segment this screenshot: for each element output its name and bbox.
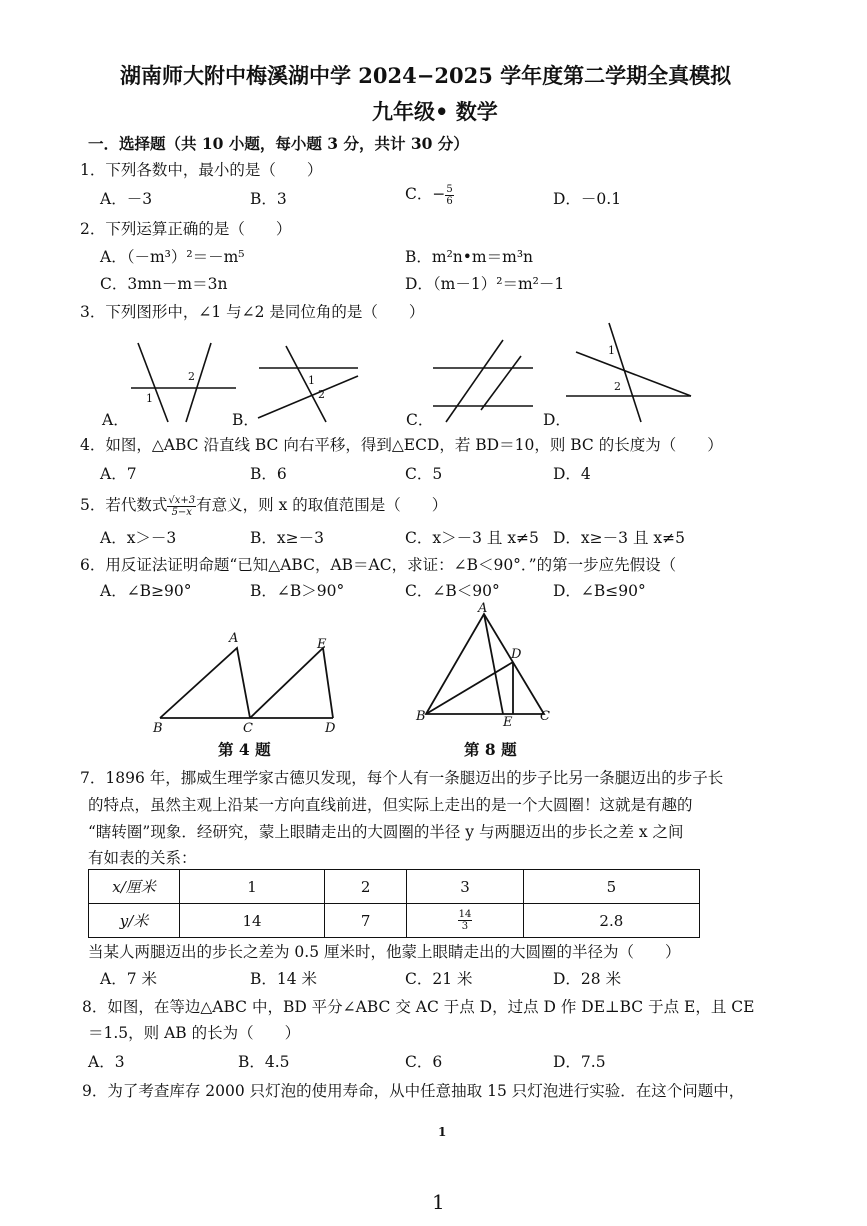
fig8-label-d: D xyxy=(511,647,522,662)
q8-option-d: D．7.5 xyxy=(553,1053,606,1071)
fig4-label-e: E xyxy=(317,637,327,652)
q7-line2: 的特点，虽然主观上沿某一方向直线前进，但实际上走出的是一个大圆圈！这就是有趣的 xyxy=(88,796,693,814)
table-row xyxy=(89,904,700,938)
fig8-label-b: B xyxy=(416,709,426,724)
q7-option-d: D．28 米 xyxy=(553,970,622,988)
q7-option-c: C．21 米 xyxy=(405,970,473,988)
q3-figD-line1 xyxy=(576,352,691,396)
q3-figB-angle2: 2 xyxy=(318,388,325,401)
q3-option-d: D． xyxy=(543,411,571,429)
fig4-caption: 第 4 题 xyxy=(218,740,271,759)
q3-figD-angle1: 1 xyxy=(608,344,615,357)
q4-option-a: A．7 xyxy=(100,465,137,483)
q4-stem: 4．如图，△ABC 沿直线 BC 向右平移，得到△ECD，若 BD＝10，则 BC 的长度为（ ） xyxy=(80,436,723,454)
fig8-segment-bd xyxy=(426,662,513,714)
q4-option-d: D．4 xyxy=(553,465,591,483)
q8-line1: 8．如图，在等边△ABC 中，BD 平分∠ABC 交 AC 于点 D，过点 D 作 DE⊥BC 于点 E，且 CE xyxy=(82,998,755,1016)
q6-option-c: C．∠B＜90° xyxy=(405,582,500,600)
q3-figD-angle2: 2 xyxy=(614,380,621,393)
q7-after: 当某人两腿迈出的步长之差为 0.5 厘米时，他蒙上眼睛走出的大圆圈的半径为（ ） xyxy=(88,943,681,961)
fig4-label-c: C xyxy=(243,721,253,736)
fig8-triangle-abc xyxy=(426,614,544,714)
q7-line4: 有如表的关系： xyxy=(88,849,197,867)
q7-option-a: A．7 米 xyxy=(100,970,157,988)
fig4-label-a: A xyxy=(229,631,239,646)
table-cell: 7 xyxy=(324,904,406,938)
q3-option-c: C． xyxy=(406,411,434,429)
table-cell: 3 xyxy=(407,870,523,904)
q1-option-c: C．− $\frac{5}{6}$ xyxy=(405,183,453,207)
table-cell: 5 xyxy=(523,870,699,904)
q2-option-c: C．3mn－m＝3n xyxy=(100,275,228,293)
q7-line3: “瞎转圈”现象．经研究，蒙上眼睛走出的大圆圈的半径 y 与两腿迈出的步长之差 x 之间 xyxy=(88,823,684,841)
q8-option-b: B．4.5 xyxy=(238,1053,290,1071)
table-cell: 2.8 xyxy=(523,904,699,938)
fig4-label-d: D xyxy=(325,721,336,736)
q8-option-a: A．3 xyxy=(88,1053,125,1071)
q3-figB-angle1: 1 xyxy=(308,374,315,387)
figure-4 xyxy=(145,626,355,738)
q2-option-b: B．m²n•m＝m³n xyxy=(405,248,534,266)
q8-line2: ＝1.5，则 AB 的长为（ ） xyxy=(88,1024,301,1042)
q7-table xyxy=(88,869,700,938)
page-number-small: 1 xyxy=(438,1125,447,1139)
q2-option-a: A．（－m³）²＝－m⁵ xyxy=(100,248,245,266)
q1-option-a: A．－3 xyxy=(100,190,153,208)
fig4-triangle-abc xyxy=(160,648,250,718)
q3-figB-line2 xyxy=(286,346,326,422)
q8-option-c: C．6 xyxy=(405,1053,443,1071)
section-heading: 一．选择题（共 10 小题，每小题 3 分，共计 30 分） xyxy=(88,134,469,153)
q6-option-b: B．∠B＞90° xyxy=(250,582,345,600)
q3-stem: 3．下列图形中，∠1 与∠2 是同位角的是（ ） xyxy=(80,303,425,321)
q2-stem: 2．下列运算正确的是（ ） xyxy=(80,220,292,238)
page-subtitle: 九年级• 数学 xyxy=(372,99,498,124)
q2-option-d: D．（m－1）²＝m²－1 xyxy=(405,275,565,293)
table-row xyxy=(89,870,700,904)
q3-figA-angle1: 1 xyxy=(146,392,153,405)
page-number: 1 xyxy=(432,1190,445,1214)
q3-figD-line3 xyxy=(609,323,641,422)
q5-option-c: C．x＞－3 且 x≠5 xyxy=(405,529,539,547)
q6-option-d: D．∠B≤90° xyxy=(553,582,646,600)
q1-option-b: B．3 xyxy=(250,190,287,208)
q7-line1: 7．1896 年，挪威生理学家古德贝发现，每个人有一条腿迈出的步子比另一条腿迈出的步子长 xyxy=(80,769,724,787)
table-cell: 2 xyxy=(324,870,406,904)
q4-option-b: B．6 xyxy=(250,465,287,483)
table-cell: $\frac{14}{3}$ xyxy=(407,904,523,938)
fig8-label-a: A xyxy=(478,601,488,616)
fig8-label-e: E xyxy=(503,715,513,728)
q7-option-b: B．14 米 xyxy=(250,970,318,988)
fig4-label-b: B xyxy=(153,721,163,736)
q3-option-a: A． xyxy=(102,411,129,429)
fig8-label-c: C xyxy=(540,709,550,724)
table-cell: y/米 xyxy=(89,904,180,938)
page-title: 湖南师大附中梅溪湖中学 2024−2025 学年度第二学期全真模拟 xyxy=(120,63,732,88)
q5-option-a: A．x＞－3 xyxy=(100,529,177,547)
q1-stem: 1．下列各数中，最小的是（ ） xyxy=(80,161,323,179)
q1-option-d: D．－0.1 xyxy=(553,190,622,208)
q6-stem: 6．用反证法证明命题“已知△ABC，AB＝AC，求证：∠B＜90°．”的第一步应先假设（ xyxy=(80,556,677,574)
q5-option-d: D．x≥－3 且 x≠5 xyxy=(553,529,685,547)
table-cell: x/厘米 xyxy=(89,870,180,904)
table-cell: 1 xyxy=(180,870,325,904)
q3-figC-line3 xyxy=(446,340,503,422)
q6-option-a: A．∠B≥90° xyxy=(100,582,192,600)
figure-8 xyxy=(408,600,568,728)
table-cell: 14 xyxy=(180,904,325,938)
q5-stem: 5．若代数式 $\frac{√x+3}{5-x}$ 有意义，则 x 的取值范围是（ ） xyxy=(80,494,448,518)
q3-figA-angle2: 2 xyxy=(188,370,195,383)
q3-option-b: B． xyxy=(232,411,259,429)
q5-option-b: B．x≥－3 xyxy=(250,529,324,547)
fig4-triangle-ecd xyxy=(250,648,333,718)
q3-figA-line2 xyxy=(138,343,168,422)
q9-line1: 9．为了考查库存 2000 只灯泡的使用寿命，从中任意抽取 15 只灯泡进行实验．在这个问题中， xyxy=(82,1082,745,1100)
fig8-caption: 第 8 题 xyxy=(464,740,517,759)
q4-option-c: C．5 xyxy=(405,465,443,483)
